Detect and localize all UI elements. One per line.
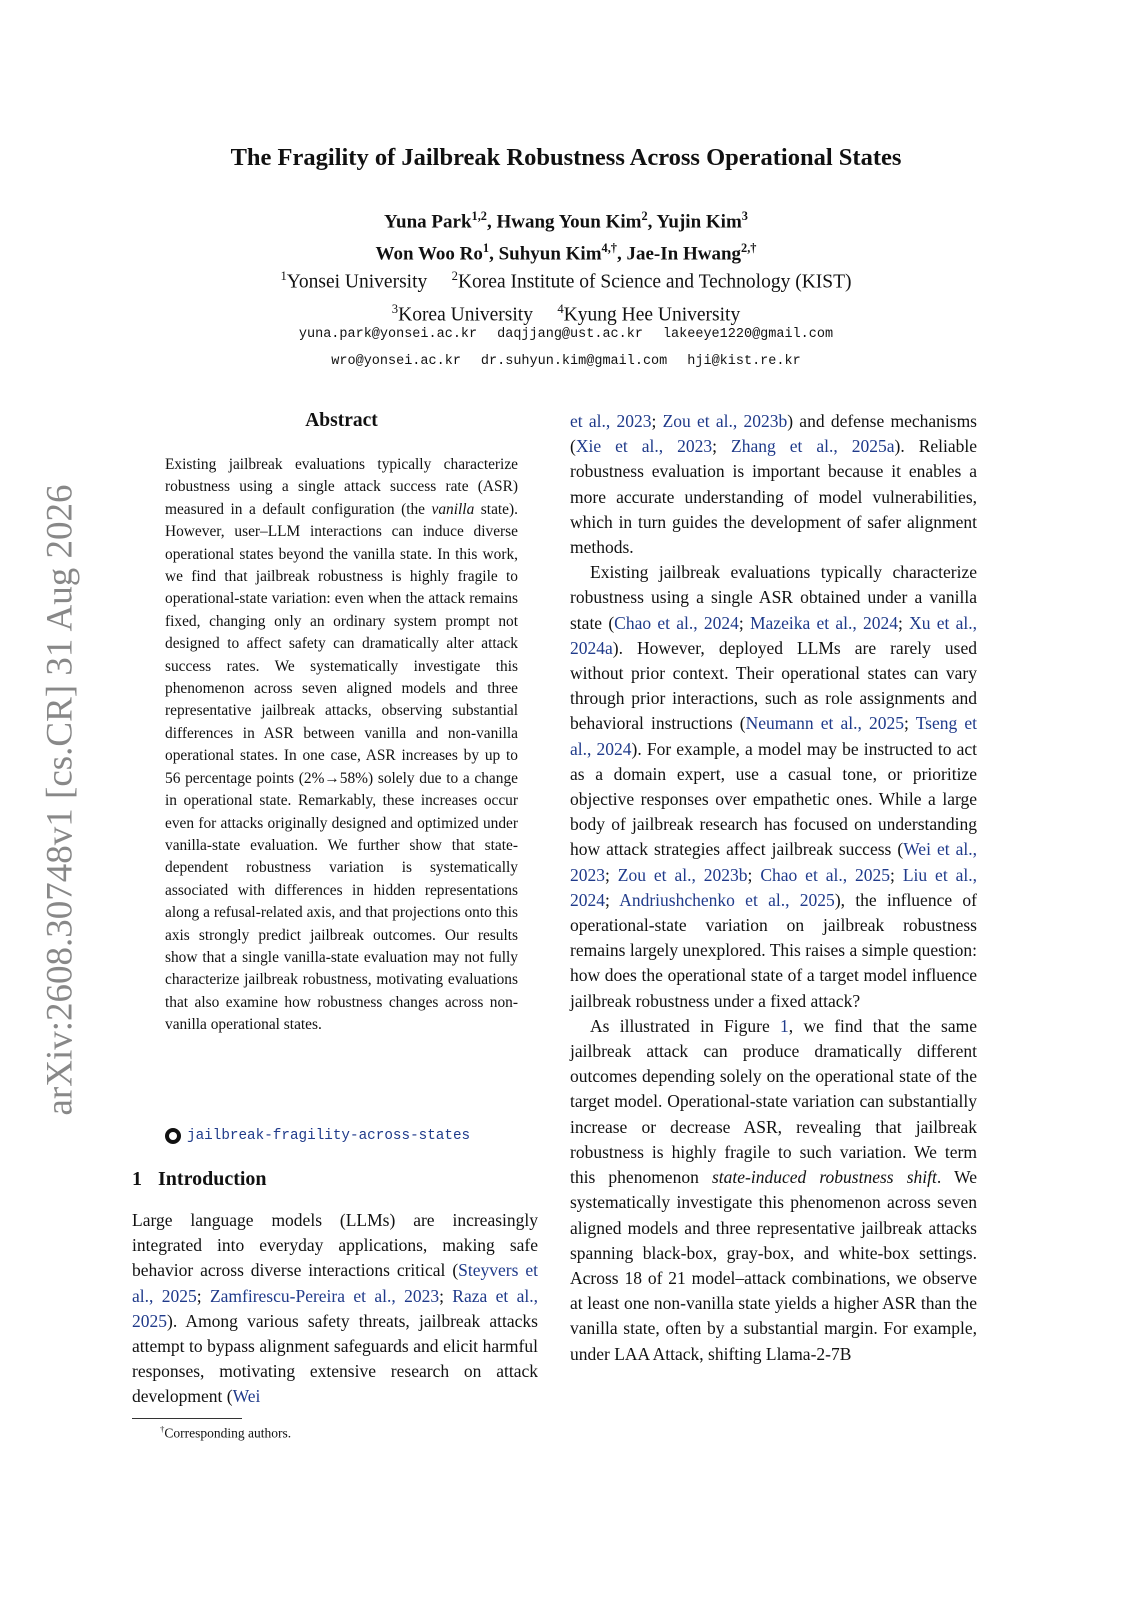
author-name: Jae-In Hwang bbox=[626, 243, 742, 265]
github-icon bbox=[165, 1128, 181, 1144]
citation-link[interactable]: Neumann et al., 2025 bbox=[745, 713, 905, 734]
citation-link[interactable]: Zhang et al., 2025a bbox=[731, 436, 895, 457]
citation-link[interactable]: Zou et al., 2023b bbox=[617, 864, 748, 885]
author-name: Suhyun Kim bbox=[498, 243, 602, 265]
author-name: Won Woo Ro bbox=[375, 243, 483, 265]
section-heading-introduction bbox=[132, 1168, 267, 1191]
citation-link[interactable]: Xu et al., 2024a bbox=[570, 612, 977, 658]
github-repo-link[interactable] bbox=[165, 1128, 470, 1144]
email[interactable]: hji@kist.re.kr bbox=[687, 354, 801, 369]
affiliation-list: $^1$Yonsei University $^2$Korea Institute of Science and Technology (KIST) $^3$Korea University $^4$Kyung Hee University bbox=[280, 269, 852, 325]
affiliation: Korea University bbox=[398, 304, 533, 325]
figure-reference-link[interactable]: 1 bbox=[780, 1015, 789, 1036]
section-number: 1 bbox=[132, 1168, 142, 1190]
citation-link[interactable]: Steyvers et al., 2025 bbox=[132, 1260, 538, 1306]
paragraph: As illustrated in Figure 1, we find that the same jailbreak attack can produce dramatically different outcomes depending solely on the operational state of the target model. Operational-state variation can substantially increase or decrease ASR, revealing that jailbreak robustness is highly fragile to such variation. We term this phenomenon state-induced robustness shift. We systematically investigate this phenomenon across seven aligned models and three representative jailbreak attacks spanning black-box, gray-box, and white-box settings. Across 18 of 21 model–attack combinations, we observe at least one non-vanilla state yields a higher ASR than the vanilla state, often by a substantial margin. For example, under LAA Attack, shifting Llama-2-7B bbox=[570, 1015, 977, 1364]
citation-link[interactable]: Mazeika et al., 2024 bbox=[749, 612, 898, 633]
citation-link[interactable]: Wei et al., 2023 bbox=[570, 839, 977, 885]
citation-link[interactable]: Chao et al., 2024 bbox=[614, 612, 739, 633]
footnote: †Corresponding authors. bbox=[160, 1424, 292, 1441]
email[interactable]: dr.suhyun.kim@gmail.com bbox=[480, 354, 668, 369]
section-title: Introduction bbox=[158, 1168, 267, 1190]
citation-link[interactable]: Xie et al., 2023 bbox=[575, 436, 713, 457]
citation-link[interactable]: Raza et al., 2025 bbox=[132, 1285, 538, 1331]
email[interactable]: yuna.park@yonsei.ac.kr bbox=[298, 327, 478, 342]
affiliation: Korea Institute of Science and Technology (KIST) bbox=[457, 271, 852, 293]
repo-link-text[interactable]: jailbreak-fragility-across-states bbox=[187, 1128, 471, 1144]
introduction-paragraph: Large language models (LLMs) are increasingly integrated into everyday applications, making safe behavior across diverse interactions critical (Steyvers et al., 2025; Zamfirescu-Pereira et al., 2023; Raza et al., 2025). Among various safety threats, jailbreak attacks attempt to bypass alignment safeguards and elicit harmful responses, motivating extensive research on attack development (Wei bbox=[132, 1210, 538, 1407]
abstract-heading: Abstract bbox=[305, 410, 378, 431]
paper-title: The Fragility of Jailbreak Robustness Across Operational States bbox=[230, 144, 902, 171]
paragraph: Existing jailbreak evaluations typically characterize robustness using a single ASR obtained under a vanilla state (Chao et al., 2024; Mazeika et al., 2024; Xu et al., 2024a). However, deployed LLMs are rarely used without prior context. Their operational states can vary through prior interactions, such as role assignments and behavioral instructions (Neumann et al., 2025; Tseng et al., 2024). For example, a model may be instructed to act as a domain expert, use a casual tone, or prioritize objective responses over empathetic ones. While a large body of jailbreak research has focused on understanding how attack strategies affect jailbreak success (Wei et al., 2023; Zou et al., 2023b; Chao et al., 2025; Liu et al., 2024; Andriushchenko et al., 2025), the influence of operational-state variation on jailbreak robustness remains largely unexplored. This raises a simple question: how does the operational state of a target model influence jailbreak robustness under a fixed attack? bbox=[570, 562, 977, 1011]
footnote-rule bbox=[132, 1418, 242, 1419]
citation-link[interactable]: Liu et al., 2024 bbox=[570, 864, 977, 910]
email-list bbox=[0, 321, 1132, 375]
affiliation: Kyung Hee University bbox=[563, 304, 741, 325]
citation-link[interactable]: Wei bbox=[232, 1386, 261, 1407]
email[interactable]: daqjjang@ust.ac.kr bbox=[497, 327, 643, 342]
arxiv-sidebar-stamp bbox=[30, 470, 90, 1130]
author-name: Hwang Youn Kim bbox=[496, 211, 642, 233]
citation-link[interactable]: Zou et al., 2023b bbox=[662, 411, 788, 431]
author-name: Yujin Kim bbox=[656, 211, 742, 233]
citation-link[interactable]: Zamfirescu-Pereira et al., 2023 bbox=[209, 1285, 440, 1306]
citation-link[interactable]: Chao et al., 2025 bbox=[760, 864, 891, 885]
email[interactable]: lakeeye1220@gmail.com bbox=[662, 327, 834, 342]
paragraph: et al., 2023; Zou et al., 2023b) and defense mechanisms (Xie et al., 2023; Zhang et al., 2025a). Reliable robustness evaluation is important because it enables a more accurate understanding of model vulnerabilities, which in turn guides the development of safer alignment methods. bbox=[570, 411, 978, 558]
author-list: Yuna Park$^{1,2}$, Hwang Youn Kim$^2$, Yujin Kim$^3$ Won Woo Ro$^1$, Suhyun Kim$^{4,\dagger}$, Jae-In Hwang$^{2,\dagger}$ bbox=[375, 209, 757, 265]
author-name: Yuna Park bbox=[384, 211, 472, 233]
abstract-body: Existing jailbreak evaluations typically characterize robustness using a single attack success rate (ASR) measured in a default configuration (the vanilla state). However, user–LLM interactions can induce diverse operational states beyond the vanilla state. In this work, we find that jailbreak robustness is highly fragile to operational-state variation: even when the attack remains fixed, changing only an ordinary system prompt not designed to affect safety can dramatically alter attack success rates. We systematically investigate this phenomenon across seven aligned models and three representative jailbreak attacks, observing substantial differences in ASR between vanilla and non-vanilla operational states. In one case, ASR increases by up to 56 percentage points (2%→58%) solely due to a change in operational state. Remarkably, these increases occur even for attacks originally designed and optimized under vanilla-state evaluation. We further show that state-dependent robustness variation is systematically associated with differences in hidden representations along a refusal-related axis, and that projections onto this axis strongly predict jailbreak outcomes. Our results show that a single vanilla-state evaluation may not fully characterize jailbreak robustness, motivating evaluations that also examine how robustness changes across non-vanilla operational states. bbox=[165, 456, 518, 1034]
citation-link[interactable]: Tseng et al., 2024 bbox=[570, 713, 977, 759]
affiliation: Yonsei University bbox=[286, 271, 428, 293]
citation-link[interactable]: et al., 2023 bbox=[570, 411, 652, 431]
email[interactable]: wro@yonsei.ac.kr bbox=[331, 354, 461, 369]
arxiv-identifier: arXiv:2608.30748v1 [cs.CR] 31 Aug 2026 bbox=[39, 484, 81, 1116]
right-column bbox=[570, 409, 977, 1367]
citation-link[interactable]: Andriushchenko et al., 2025 bbox=[619, 889, 835, 910]
